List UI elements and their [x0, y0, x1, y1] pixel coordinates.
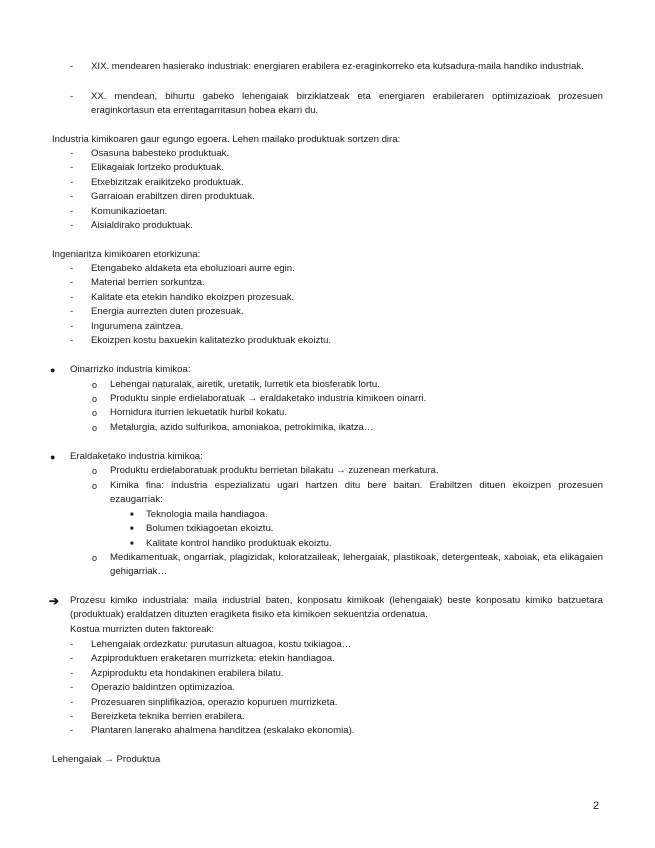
square-marker: ■ [130, 512, 134, 518]
list-item: Operazio baldintzen optimizazioa. [91, 682, 235, 693]
list-item: Garraioan erabiltzen diren produktuak. [91, 191, 255, 202]
dash-marker: - [70, 220, 74, 231]
list-item: Etengabeko aldaketa eta eboluzioari aurre egin. [91, 263, 295, 274]
intro-item: XIX. mendearen hasierako industriak: energiaren erabilera ez-eraginkorreko eta kutsadura-maila handiko industriak. [91, 61, 584, 72]
list-item: Medikamentuak, ongarriak, plagizidak, koloratzaileak, lehergaiak, plastikoak, detergenteak, xaboiak, eta elikagaien gehigarriak… [110, 552, 603, 577]
dash-marker: - [70, 61, 74, 72]
list-item: Azpiproduktuen eraketaren murrizketa: etekin handiagoa. [91, 653, 335, 664]
dash-marker: - [70, 335, 74, 346]
list-item: Osasuna babesteko produktuak. [91, 148, 230, 159]
basic-industry-heading: Oinarrizko industria kimikoa: [70, 364, 191, 375]
square-marker: ■ [130, 526, 134, 532]
circle-marker: o [92, 553, 98, 563]
dash-marker: - [70, 206, 74, 217]
right-arrow-icon: ➔ [49, 594, 60, 608]
list-item: Lehengai naturalak, airetik, uretatik, lurretik eta biosferatik lortu. [110, 379, 380, 390]
circle-marker: o [92, 423, 98, 433]
list-item: Azpiproduktu eta hondakinen erabilera bilatu. [91, 668, 284, 679]
circle-marker: o [92, 380, 98, 390]
page-number: 2 [593, 800, 600, 812]
bullet-marker: ● [50, 452, 56, 462]
list-item: Kimika fina: industria espezializatu ugari hartzen ditu bere baitan. Erabiltzen dituen ekoizpen prozesuen ezaugarriak: [110, 480, 603, 505]
footer-line: Lehengaiak → Produktua [52, 754, 161, 765]
list-item: Etxebizitzak eraikitzeko produktuak. [91, 177, 244, 188]
list-item: Ingurumena zaintzea. [91, 321, 184, 332]
list-item: Ekoizpen kostu baxuekin kalitatezko produktuak ekoiztu. [91, 335, 331, 346]
dash-marker: - [70, 711, 74, 722]
dash-marker: - [70, 263, 74, 274]
list-item: Elikagaiak lortzeko produktuak. [91, 162, 224, 173]
dash-marker: - [70, 321, 74, 332]
list-item: Aisialdirako produktuak. [91, 220, 193, 231]
sub-list-item: Teknologia maila handiagoa. [146, 509, 268, 520]
dash-marker: - [70, 91, 74, 102]
dash-marker: - [70, 668, 74, 679]
dash-marker: - [70, 177, 74, 188]
list-item: Energia aurrezten duten prozesuak. [91, 306, 244, 317]
dash-marker: - [70, 191, 74, 202]
current-state-heading: Industria kimikoaren gaur egungo egoera. Lehen mailako produktuak sortzen dira: [52, 134, 401, 145]
list-item: Komunikazioetan. [91, 206, 168, 217]
sub-list-item: Kalitate kontrol handiko produktuak ekoiztu. [146, 538, 332, 549]
bullet-marker: ● [50, 365, 56, 375]
dash-marker: - [70, 653, 74, 664]
list-item: Prozesuaren sinplifikazioa, operazio kopuruen murrizketa. [91, 697, 338, 708]
list-item: Produktu erdielaboratuak produktu berrietan bilakatu → zuzenean merkatura. [110, 465, 439, 476]
dash-marker: - [70, 639, 74, 650]
transformation-industry-heading: Eraldaketako industria kimikoa: [70, 451, 203, 462]
dash-marker: - [70, 148, 74, 159]
dash-marker: - [70, 682, 74, 693]
list-item: Kalitate eta etekin handiko ekoizpen prozesuak. [91, 292, 295, 303]
list-item: Produktu sinple erdielaboratuak → eraldaketako industria kimikoen oinarri. [110, 393, 427, 404]
cost-factors-heading: Kostua murrizten duten faktoreak: [70, 624, 214, 635]
list-item: Metalurgia, azido sulfurikoa, amoniakoa, petrokimika, ikatza… [110, 422, 374, 433]
process-definition: Prozesu kimiko industriala: maila industrial baten, konposatu kimikoak (lehengaiak) beste konposatu kimiko batzuetara (produktuak) eraldatzen dituzten eragiketa fisiko eta kimikoen sekuentzia ordenatua. [70, 595, 603, 620]
dash-marker: - [70, 725, 74, 736]
dash-marker: - [70, 277, 74, 288]
dash-marker: - [70, 306, 74, 317]
circle-marker: o [92, 408, 98, 418]
dash-marker: - [70, 697, 74, 708]
dash-marker: - [70, 292, 74, 303]
list-item: Bereizketa teknika berrien erabilera. [91, 711, 245, 722]
square-marker: ■ [130, 541, 134, 547]
list-item: Material berrien sorkuntza. [91, 277, 205, 288]
list-item: Lehengaiak ordezkatu: purutasun altuagoa, kostu txikiagoa… [91, 639, 352, 650]
intro-item: XX. mendean, bihurtu gabeko lehengaiak birziklatzeak eta energiaren erabileraren optimizazioak prozesuen eraginkortasun eta errentagarritasun hobea ekarri du. [91, 91, 603, 116]
future-heading: Ingeniaritza kimikoaren etorkizuna: [52, 249, 201, 260]
dash-marker: - [70, 162, 74, 173]
list-item: Hornidura iturrien lekuetatik hurbil kokatu. [110, 407, 288, 418]
list-item: Plantaren lanerako ahalmena handitzea (eskalako ekonomia). [91, 725, 355, 736]
circle-marker: o [92, 394, 98, 404]
circle-marker: o [92, 481, 98, 491]
sub-list-item: Bolumen txikiagoetan ekoiztu. [146, 523, 274, 534]
circle-marker: o [92, 466, 98, 476]
